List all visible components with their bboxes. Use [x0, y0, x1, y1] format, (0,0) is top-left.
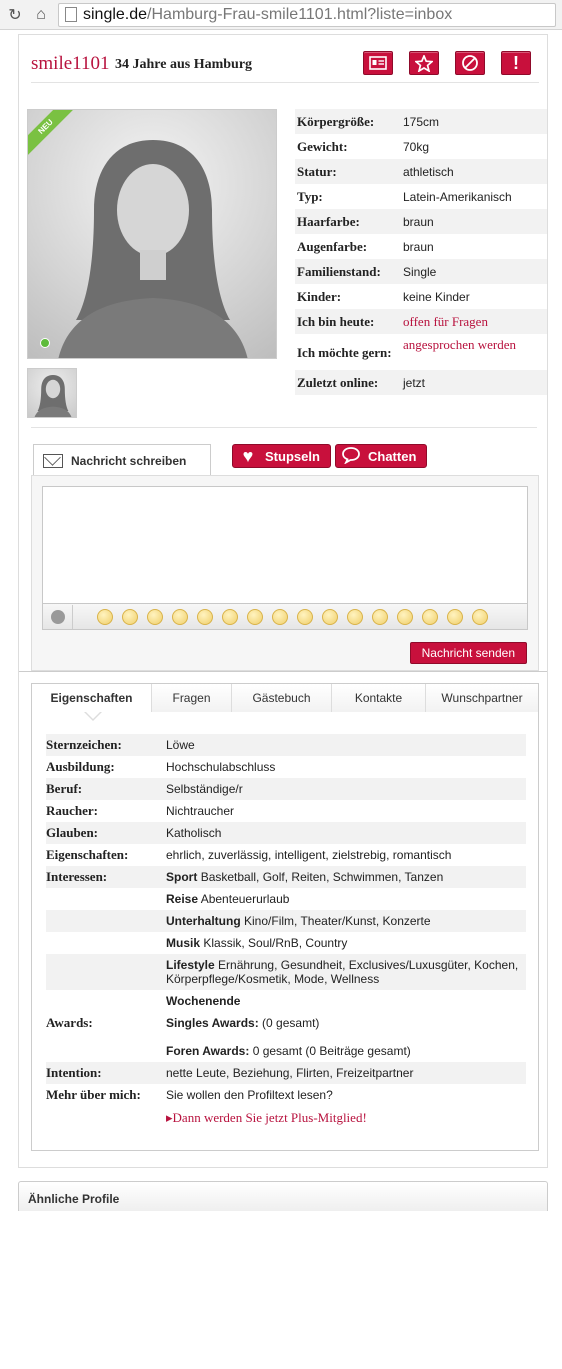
property-label: Ausbildung: — [46, 759, 115, 774]
tab-fragen[interactable]: Fragen — [152, 684, 232, 712]
chatten-label: Chatten — [368, 448, 417, 464]
property-label: Interessen: — [46, 869, 108, 884]
divider — [31, 427, 537, 428]
property-label: Glauben: — [46, 825, 99, 840]
property-label: Mehr über mich: — [46, 1087, 141, 1102]
detail-row — [295, 159, 547, 184]
property-row — [46, 1084, 526, 1129]
detail-value: Single — [403, 264, 437, 279]
interest-key: Musik — [166, 936, 201, 950]
profile-subtitle: 34 Jahre aus Hamburg — [115, 57, 253, 72]
interest-key: Sport — [166, 870, 198, 884]
interest-value: Klassik, Soul/RnB, Country — [203, 936, 348, 950]
detail-row — [295, 209, 547, 234]
tab-wunschpartner[interactable]: Wunschpartner — [426, 684, 538, 712]
property-row — [46, 1012, 526, 1062]
detail-row — [295, 134, 547, 159]
message-textarea[interactable] — [42, 486, 528, 604]
profile-photo[interactable] — [27, 109, 277, 359]
property-label: Intention: — [46, 1065, 102, 1080]
property-value: Katholisch — [166, 826, 222, 840]
property-label: Awards: — [46, 1015, 93, 1030]
detail-row — [295, 309, 547, 334]
smiley-icon[interactable] — [447, 609, 463, 625]
exclamation-icon: ! — [513, 52, 519, 73]
plus-membership-link[interactable] — [166, 1110, 367, 1125]
smiley-icon[interactable] — [222, 609, 238, 625]
detail-label: Typ: — [297, 189, 323, 204]
property-row — [46, 990, 526, 1012]
detail-row — [295, 370, 547, 395]
detail-label: Kinder: — [297, 289, 342, 304]
interest-reise — [166, 892, 526, 906]
female-silhouette-icon — [28, 369, 77, 418]
detail-row — [295, 109, 547, 134]
detail-row — [295, 259, 547, 284]
detail-label: Gewicht: — [297, 139, 348, 154]
url-host: single.de — [83, 5, 148, 23]
interest-value: Kino/Film, Theater/Kunst, Konzerte — [244, 914, 431, 928]
heart-icon: ♥ — [242, 446, 254, 466]
detail-value: 175cm — [403, 114, 440, 129]
smiley-icon[interactable] — [472, 609, 488, 625]
property-row — [46, 954, 526, 990]
property-value: nette Leute, Beziehung, Flirten, Freizeitpartner — [166, 1066, 414, 1080]
property-row — [46, 822, 526, 844]
interest-key: Unterhaltung — [166, 914, 241, 928]
property-label: Eigenschaften: — [46, 847, 129, 862]
stupseln-button[interactable] — [232, 444, 331, 468]
id-card-icon — [369, 56, 387, 70]
detail-label: Familienstand: — [297, 264, 381, 279]
detail-value: offen für Fragen — [403, 313, 488, 329]
interest-sport — [166, 870, 526, 884]
smiley-icon[interactable] — [122, 609, 138, 625]
property-label: Beruf: — [46, 781, 83, 796]
new-badge: NEU — [27, 109, 79, 160]
browser-toolbar — [0, 0, 562, 30]
smiley-icon[interactable] — [247, 609, 263, 625]
caret-right-icon: ▸ — [166, 1110, 173, 1125]
tab-write-message[interactable] — [33, 444, 211, 476]
awards-value — [166, 1016, 526, 1058]
interest-value: Abenteuerurlaub — [200, 892, 290, 906]
property-row — [46, 844, 526, 866]
smiley-icon[interactable] — [172, 609, 188, 625]
tab-gaestebuch[interactable]: Gästebuch — [232, 684, 332, 712]
detail-value: jetzt — [403, 375, 426, 390]
detail-row — [295, 234, 547, 259]
address-bar[interactable] — [58, 3, 556, 27]
star-icon — [415, 55, 433, 72]
envelope-icon — [43, 454, 63, 468]
award-key: Foren Awards: — [166, 1044, 250, 1058]
property-value: ehrlich, zuverlässig, intelligent, zielstrebig, romantisch — [166, 848, 452, 862]
smiley-bar — [42, 604, 528, 630]
plus-membership-link-label: Dann werden Sie jetzt Plus-Mitglied! — [172, 1110, 367, 1125]
award-key: Singles Awards: — [166, 1016, 259, 1030]
property-row — [46, 932, 526, 954]
interest-lifestyle — [166, 958, 526, 986]
about-me-value — [166, 1088, 526, 1125]
interest-key: Reise — [166, 892, 199, 906]
send-message-button[interactable]: Nachricht senden — [410, 642, 527, 664]
chatten-button[interactable] — [335, 444, 427, 468]
detail-value: keine Kinder — [403, 289, 470, 304]
property-label: Raucher: — [46, 803, 98, 818]
online-status-icon — [40, 338, 50, 348]
stupseln-label: Stupseln — [265, 448, 320, 464]
interest-musik — [166, 936, 526, 950]
interest-key: Wochenende — [166, 994, 241, 1008]
tab-kontakte[interactable]: Kontakte — [332, 684, 426, 712]
detail-row — [295, 334, 547, 370]
block-icon — [461, 54, 479, 72]
interest-wochenende — [166, 994, 526, 1008]
smiley-icon — [51, 610, 65, 624]
smiley-icon[interactable] — [197, 609, 213, 625]
award-value: (0 gesamt) — [262, 1016, 320, 1030]
report-button[interactable] — [501, 51, 531, 75]
about-me-teaser: Sie wollen den Profiltext lesen? — [166, 1088, 333, 1102]
female-silhouette-icon — [28, 110, 277, 359]
tab-write-message-label: Nachricht schreiben — [71, 453, 187, 468]
property-row — [46, 910, 526, 932]
interest-key: Lifestyle — [166, 958, 215, 972]
interest-unterhaltung — [166, 914, 526, 928]
message-panel — [31, 475, 539, 671]
similar-profiles-header: Ähnliche Profile — [18, 1181, 548, 1211]
home-icon[interactable]: ⌂ — [36, 5, 46, 23]
contact-card-button[interactable] — [363, 51, 393, 75]
detail-value: angesprochen werden — [403, 337, 516, 352]
profile-header — [31, 51, 539, 83]
property-row — [46, 800, 526, 822]
detail-row — [295, 284, 547, 309]
detail-label: Körpergröße: — [297, 114, 375, 129]
smiley-icon[interactable] — [97, 609, 113, 625]
tab-bar — [32, 684, 538, 712]
favorite-button[interactable] — [409, 51, 439, 75]
property-value: Nichtraucher — [166, 804, 235, 818]
block-button[interactable] — [455, 51, 485, 75]
detail-label: Haarfarbe: — [297, 214, 360, 229]
smiley-icon[interactable] — [322, 609, 338, 625]
profile-name: smile1101 — [31, 53, 110, 74]
active-tab-indicator — [84, 712, 102, 721]
tab-eigenschaften[interactable]: Eigenschaften — [32, 684, 152, 712]
property-row — [46, 734, 526, 756]
smiley-picker-button[interactable] — [43, 605, 73, 629]
detail-value: Latein-Amerikanisch — [403, 189, 512, 204]
profile-details — [295, 109, 547, 395]
smiley-icon[interactable] — [372, 609, 388, 625]
photo-thumbnail[interactable] — [27, 368, 77, 418]
property-row — [46, 866, 526, 888]
profile-card — [18, 34, 548, 1168]
profile-tabs-panel — [31, 683, 539, 1151]
smiley-icon[interactable] — [347, 609, 363, 625]
smiley-list — [73, 609, 488, 625]
property-row — [46, 888, 526, 910]
divider — [19, 671, 547, 672]
detail-label: Statur: — [297, 164, 337, 179]
award-value: 0 gesamt (0 Beiträge gesamt) — [252, 1044, 411, 1058]
property-value: Löwe — [166, 738, 195, 752]
property-row — [46, 756, 526, 778]
detail-label: Ich bin heute: — [297, 314, 375, 329]
reload-icon[interactable]: ↻ — [8, 6, 22, 24]
smiley-icon[interactable] — [147, 609, 163, 625]
property-row — [46, 778, 526, 800]
detail-label: Ich möchte gern: — [297, 344, 392, 360]
properties-list — [46, 734, 526, 1129]
smiley-icon[interactable] — [297, 609, 313, 625]
detail-row — [295, 184, 547, 209]
interest-value: Ernährung, Gesundheit, Exclusives/Luxusgüter, Kochen, Körperpflege/Kosmetik, Mode, Wellness — [166, 958, 519, 986]
property-value: Selbständige/r — [166, 782, 243, 796]
smiley-icon[interactable] — [422, 609, 438, 625]
detail-label: Zuletzt online: — [297, 375, 379, 390]
smiley-icon[interactable] — [397, 609, 413, 625]
detail-value: braun — [403, 239, 434, 254]
detail-value: braun — [403, 214, 434, 229]
property-label: Sternzeichen: — [46, 737, 122, 752]
detail-label: Augenfarbe: — [297, 239, 368, 254]
property-row — [46, 1062, 526, 1084]
interest-value: Basketball, Golf, Reiten, Schwimmen, Tanzen — [200, 870, 444, 884]
smiley-icon[interactable] — [272, 609, 288, 625]
url-path: /Hamburg-Frau-smile1101.html?liste=inbox — [147, 5, 453, 23]
detail-value: athletisch — [403, 164, 454, 179]
page-icon — [65, 7, 77, 22]
speech-bubble-icon — [340, 446, 362, 466]
detail-value: 70kg — [403, 139, 430, 154]
property-value: Hochschulabschluss — [166, 760, 276, 774]
